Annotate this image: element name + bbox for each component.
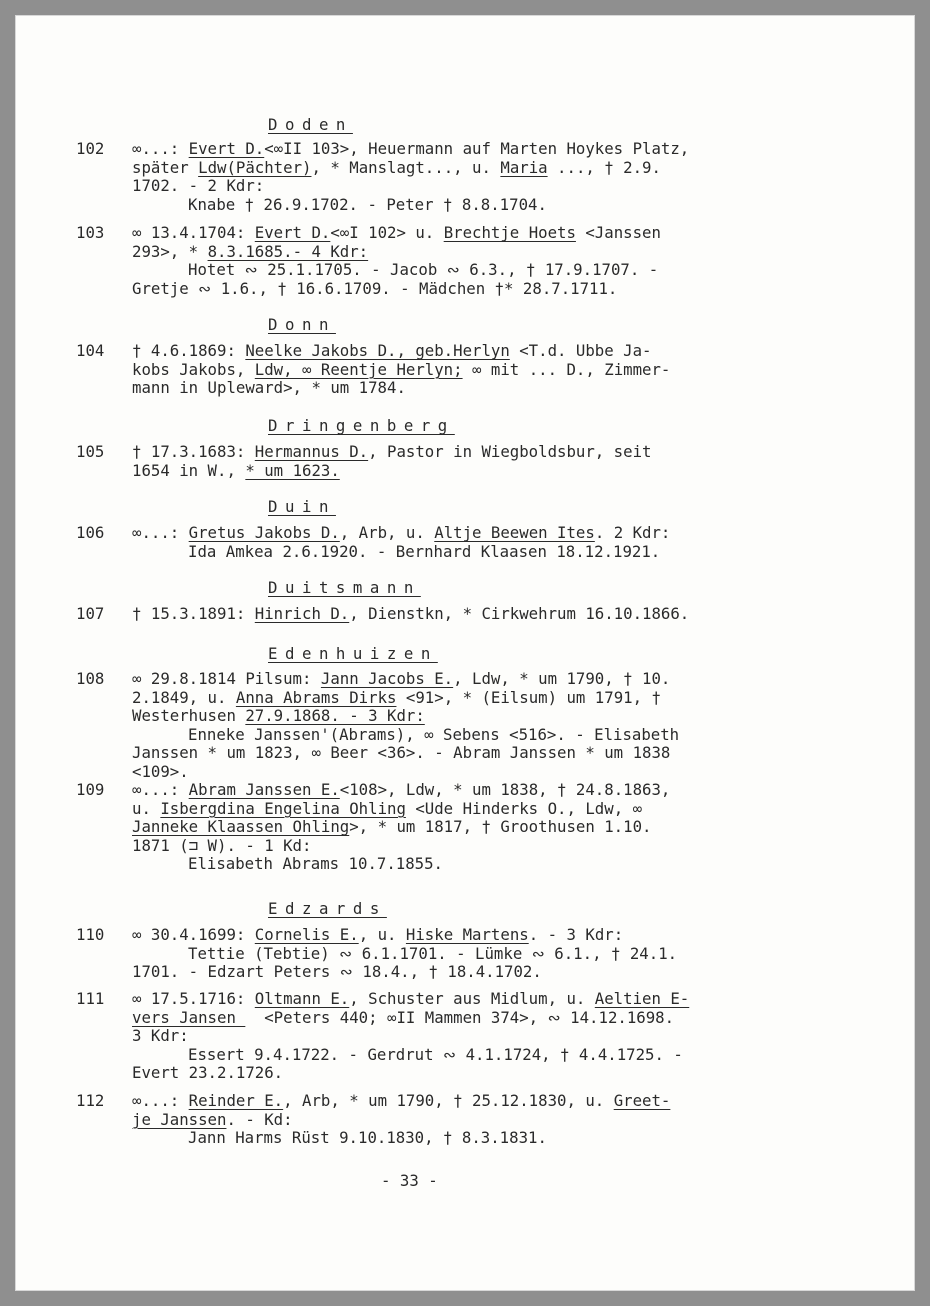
entry-line (132, 243, 661, 262)
entry-number: 102 (76, 139, 105, 158)
text-run: <∞II 103>, Heuermann auf Marten Hoykes Platz, (264, 139, 690, 158)
underlined-name: Anna Abrams Dirks (235, 687, 397, 707)
page-number: - 33 - (381, 1171, 438, 1190)
underlined-name: Cornelis E. (254, 925, 359, 944)
text-run: Enneke Janssen'(Abrams), ∞ Sebens <516>. - Elisabeth (188, 724, 680, 744)
text-run: Evert 23.2.1726. (132, 1063, 284, 1083)
text-run: , Arb, u. (339, 523, 435, 542)
entry-line (132, 1046, 689, 1065)
text-run: 1701. - Edzart Peters ∾ 18.4., † 18.4.1702. (132, 962, 542, 982)
text-run: , u. (358, 925, 406, 944)
entry-number: 111 (76, 989, 105, 1008)
text-run: <91>, * (Eilsum) um 1791, † (396, 687, 661, 707)
entry-line (132, 524, 670, 543)
entry-line (132, 443, 651, 462)
entry-number: 112 (76, 1091, 105, 1110)
surname-heading: Doden (268, 115, 353, 134)
text-run: Essert 9.4.1722. - Gerdrut ∾ 4.1.1724, † 4.4.1725. - (188, 1044, 683, 1064)
text-run: Gretje ∾ 1.6., † 16.6.1709. - Mädchen †* 28.7.1711. (132, 278, 618, 298)
entry-line (132, 177, 689, 196)
text-run: <Peters 440; ∞II Mammen 374>, ∾ 14.12.1698. (245, 1007, 675, 1027)
text-run: 2.1849, u. (132, 687, 236, 707)
text-run: <109>. (132, 761, 189, 781)
text-run: Ida Amkea 2.6.1920. - Bernhard Klaasen 18.12.1921. (188, 541, 661, 561)
text-run: ∞ 30.4.1699: (132, 925, 255, 944)
entry-text (132, 342, 670, 398)
text-run: <∞I 102> u. (330, 223, 444, 242)
text-run: ∞ 13.4.1704: (132, 223, 255, 242)
underlined-name: Evert D. (188, 139, 265, 158)
text-run: , Dienstkn, * Cirkwehrum 16.10.1866. (349, 604, 690, 623)
entry-text (132, 140, 689, 214)
entry-line (132, 379, 670, 398)
entry-line (132, 963, 677, 982)
text-run: <Janssen (575, 223, 661, 242)
entry-line (132, 837, 670, 856)
entry-line (132, 689, 679, 708)
text-run: 1702. - 2 Kdr: (132, 176, 265, 196)
underlined-name: * um 1623. (245, 460, 340, 480)
text-run: Hotet ∾ 25.1.1705. - Jacob ∾ 6.3., † 17.9.1707. - (188, 260, 659, 280)
entry-text (132, 443, 651, 480)
entry-text (132, 524, 670, 561)
underlined-name: Hiske Martens (405, 925, 529, 944)
surname-heading: Duitsmann (268, 578, 421, 597)
entry-line (132, 800, 670, 819)
underlined-name: Ldw, ∞ Reentje Herlyn; (254, 359, 463, 379)
text-run: ∞...: (132, 1091, 189, 1110)
text-run: kobs Jakobs, (132, 359, 255, 379)
entry-line (132, 342, 670, 361)
entry-number: 107 (76, 604, 105, 623)
entry-line (132, 1064, 689, 1083)
entry-number: 106 (76, 523, 105, 542)
entry-line (132, 140, 689, 159)
text-run: . - Kd: (226, 1109, 293, 1129)
entry-line (132, 605, 689, 624)
entry-line (132, 926, 677, 945)
underlined-name: Neelke Jakobs D., geb.Herlyn (245, 341, 510, 360)
text-run: Tettie (Tebtie) ∾ 6.1.1701. - Lümke ∾ 6.1., † 24.1. (188, 943, 678, 963)
surname-heading: Dringenberg (268, 416, 455, 435)
text-run: 3 Kdr: (132, 1026, 189, 1046)
text-run: 1871 (⊐ W). - 1 Kd: (132, 835, 312, 855)
text-run: ∞ 17.5.1716: (132, 989, 255, 1008)
entry-line (132, 707, 679, 726)
text-run: später (132, 157, 199, 177)
underlined-name: Reinder E. (188, 1091, 284, 1110)
text-run: , Pastor in Wiegboldsbur, seit (368, 442, 652, 461)
entry-number: 104 (76, 341, 105, 360)
text-run: Westerhusen (132, 706, 246, 726)
underlined-name: Abram Janssen E. (188, 780, 340, 799)
text-run: , Arb, * um 1790, † 25.12.1830, u. (283, 1091, 614, 1110)
underlined-name: Brechtje Hoets (443, 223, 576, 242)
text-run: ∞ mit ... D., Zimmer- (462, 359, 671, 379)
text-run: mann in Upleward>, * um 1784. (132, 378, 406, 398)
underlined-name: Evert D. (254, 223, 331, 242)
text-run: 293>, * (132, 241, 208, 261)
entry-text (132, 224, 661, 298)
entry-line (132, 990, 689, 1009)
underlined-name: Ldw(Pächter) (198, 157, 312, 177)
text-run: Knabe † 26.9.1702. - Peter † 8.8.1704. (188, 194, 547, 214)
entry-number: 109 (76, 780, 105, 799)
text-run: , Schuster aus Midlum, u. (349, 989, 595, 1008)
entry-line (132, 261, 661, 280)
surname-heading: Donn (268, 315, 336, 334)
text-run: 1654 in W., (132, 460, 246, 480)
entry-line (132, 361, 670, 380)
text-run: , * Manslagt..., u. (311, 157, 501, 177)
entry-line (132, 1009, 689, 1028)
text-run: >, * um 1817, † Groothusen 1.10. (349, 817, 652, 837)
underlined-name: Isbergdina Engelina Ohling (160, 798, 406, 818)
underlined-name: Janneke Klaassen Ohling (132, 817, 350, 837)
entry-line (132, 280, 661, 299)
entry-line (132, 744, 679, 763)
entry-line (132, 543, 670, 562)
entry-line (132, 670, 679, 689)
entry-text (132, 926, 677, 982)
text-run: ∞ 29.8.1814 Pilsum: (132, 669, 321, 688)
entry-text (132, 1092, 670, 1148)
text-run: <Ude Hinderks O., Ldw, ∞ (405, 798, 643, 818)
text-run: ∞...: (132, 139, 189, 158)
underlined-name: 8.3.1685.- 4 Kdr: (207, 241, 369, 261)
entry-line (132, 196, 689, 215)
underlined-name: Aeltien E- (594, 989, 690, 1008)
entry-number: 103 (76, 223, 105, 242)
underlined-name: vers Jansen (132, 1007, 246, 1027)
entry-line (132, 1027, 689, 1046)
text-run: † 15.3.1891: (132, 604, 255, 623)
entry-line (132, 763, 679, 782)
entry-line (132, 1092, 670, 1111)
text-run: † 4.6.1869: (132, 341, 246, 360)
text-run: <108>, Ldw, * um 1838, † 24.8.1863, (339, 780, 671, 799)
underlined-name: Jann Jacobs E. (320, 669, 454, 688)
text-run: . 2 Kdr: (594, 523, 671, 542)
text-run: ∞...: (132, 780, 189, 799)
entry-line (132, 159, 689, 178)
entry-number: 105 (76, 442, 105, 461)
text-run: u. (132, 798, 161, 818)
underlined-name: Oltmann E. (254, 989, 350, 1008)
entry-line (132, 855, 670, 874)
text-run: ∞...: (132, 523, 189, 542)
document-page (15, 15, 915, 1291)
underlined-name: Hermannus D. (254, 442, 369, 461)
entry-line (132, 1129, 670, 1148)
text-run: Jann Harms Rüst 9.10.1830, † 8.3.1831. (188, 1128, 547, 1148)
text-run: <T.d. Ubbe Ja- (509, 341, 652, 360)
entry-line (132, 1111, 670, 1130)
entry-number: 108 (76, 669, 105, 688)
text-run: ..., † 2.9. (547, 157, 661, 177)
entry-number: 110 (76, 925, 105, 944)
entry-line (132, 224, 661, 243)
surname-heading: Edenhuizen (268, 644, 438, 663)
text-run: . - 3 Kdr: (528, 925, 624, 944)
entry-line (132, 781, 670, 800)
entry-line (132, 462, 651, 481)
surname-heading: Duin (268, 497, 336, 516)
underlined-name: Hinrich D. (254, 604, 350, 623)
underlined-name: Greet- (613, 1091, 671, 1110)
underlined-name: je Janssen (132, 1109, 227, 1129)
text-run: , Ldw, * um 1790, † 10. (453, 669, 671, 688)
surname-heading: Edzards (268, 899, 387, 918)
underlined-name: Gretus Jakobs D. (188, 523, 340, 542)
underlined-name: Maria (500, 157, 548, 177)
entry-line (132, 726, 679, 745)
underlined-name: Altje Beewen Ites (434, 523, 595, 542)
entry-text (132, 670, 679, 782)
entry-text (132, 605, 689, 624)
text-run: † 17.3.1683: (132, 442, 255, 461)
underlined-name: 27.9.1868. - 3 Kdr: (245, 706, 425, 726)
text-run: Elisabeth Abrams 10.7.1855. (188, 854, 444, 874)
entry-line (132, 945, 677, 964)
entry-text (132, 781, 670, 874)
text-run: Janssen * um 1823, ∞ Beer <36>. - Abram Janssen * um 1838 (132, 743, 671, 763)
entry-text (132, 990, 689, 1083)
entry-line (132, 818, 670, 837)
